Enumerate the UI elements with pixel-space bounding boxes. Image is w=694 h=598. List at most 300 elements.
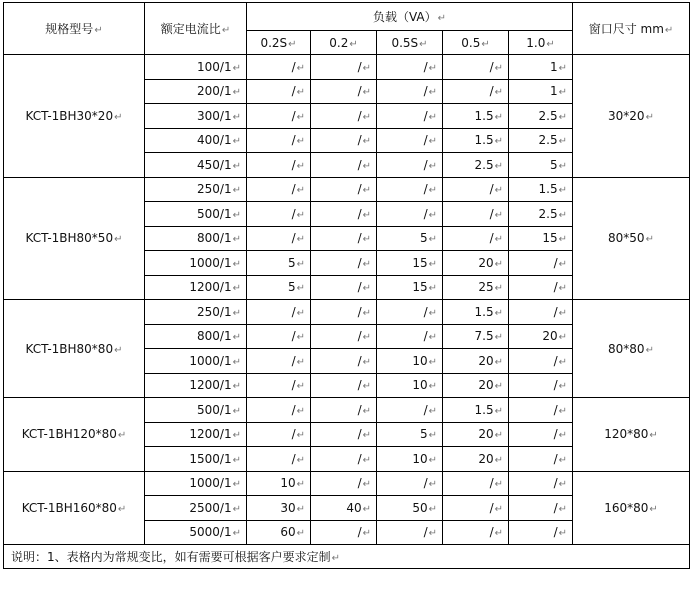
paragraph-mark-icon: ↵ [232, 87, 241, 99]
paragraph-mark-icon: ↵ [558, 62, 567, 74]
load-value-cell [443, 177, 509, 202]
load-value-cell [377, 422, 443, 447]
paragraph-mark-icon: ↵ [428, 258, 437, 270]
paragraph-mark-icon: ↵ [296, 111, 305, 123]
paragraph-mark-icon: ↵ [428, 209, 437, 221]
load-value-cell-text: 20 [542, 329, 558, 344]
header-class [377, 31, 443, 55]
load-value-cell [509, 349, 573, 374]
header-class-label: 0.5S [391, 35, 419, 50]
load-value-cell-text: / [553, 451, 558, 466]
ratio-cell-text: 800/1 [197, 329, 232, 344]
load-value-cell [311, 202, 377, 227]
paragraph-mark-icon: ↵ [649, 503, 658, 515]
ratio-cell [145, 79, 247, 104]
load-value-cell-text: 10 [412, 378, 428, 393]
paragraph-mark-icon: ↵ [232, 209, 241, 221]
paragraph-mark-icon: ↵ [428, 62, 437, 74]
load-value-cell [311, 496, 377, 521]
paragraph-mark-icon: ↵ [558, 111, 567, 123]
load-value-cell [443, 251, 509, 276]
ratio-cell-text: 1200/1 [189, 427, 232, 442]
load-value-cell-text: 10 [280, 476, 296, 491]
load-value-cell-text: / [357, 451, 362, 466]
paragraph-mark-icon: ↵ [494, 160, 503, 172]
load-value-cell-text: 7.5 [474, 329, 494, 344]
paragraph-mark-icon: ↵ [232, 234, 241, 246]
load-value-cell-text: / [357, 304, 362, 319]
paragraph-mark-icon: ↵ [558, 160, 567, 172]
paragraph-mark-icon: ↵ [296, 234, 305, 246]
paragraph-mark-icon: ↵ [232, 160, 241, 172]
load-value-cell [377, 177, 443, 202]
load-value-cell-text: / [357, 133, 362, 148]
paragraph-mark-icon: ↵ [428, 528, 437, 540]
paragraph-mark-icon: ↵ [428, 234, 437, 246]
load-value-cell-text: / [423, 157, 428, 172]
paragraph-mark-icon: ↵ [296, 430, 305, 442]
load-value-cell-text: / [357, 108, 362, 123]
load-value-cell [377, 471, 443, 496]
paragraph-mark-icon: ↵ [428, 87, 437, 99]
load-value-cell [509, 520, 573, 545]
paragraph-mark-icon: ↵ [232, 136, 241, 148]
load-value-cell-text: / [357, 476, 362, 491]
paragraph-mark-icon: ↵ [428, 381, 437, 393]
paragraph-mark-icon: ↵ [645, 234, 654, 246]
load-value-cell-text: 2.5 [538, 133, 558, 148]
paragraph-mark-icon: ↵ [494, 430, 503, 442]
load-value-cell [377, 398, 443, 423]
paragraph-mark-icon: ↵ [558, 332, 567, 344]
load-value-cell [443, 471, 509, 496]
paragraph-mark-icon: ↵ [558, 528, 567, 540]
paragraph-mark-icon: ↵ [494, 111, 503, 123]
load-value-cell [377, 447, 443, 472]
load-value-cell-text: / [291, 59, 296, 74]
ratio-cell-text: 450/1 [197, 157, 232, 172]
paragraph-mark-icon: ↵ [232, 454, 241, 466]
paragraph-mark-icon: ↵ [645, 111, 654, 123]
paragraph-mark-icon: ↵ [232, 381, 241, 393]
paragraph-mark-icon: ↵ [428, 356, 437, 368]
header-class [311, 31, 377, 55]
load-value-cell [443, 447, 509, 472]
load-value-cell [443, 373, 509, 398]
paragraph-mark-icon: ↵ [362, 454, 371, 466]
load-value-cell [509, 79, 573, 104]
load-value-cell-text: 20 [478, 378, 494, 393]
load-value-cell [311, 349, 377, 374]
paragraph-mark-icon: ↵ [296, 528, 305, 540]
load-value-cell [443, 422, 509, 447]
load-value-cell [247, 349, 311, 374]
ratio-cell-text: 300/1 [197, 108, 232, 123]
load-value-cell [311, 300, 377, 325]
header-class [509, 31, 573, 55]
paragraph-mark-icon: ↵ [232, 258, 241, 270]
load-value-cell [377, 55, 443, 80]
ratio-cell [145, 324, 247, 349]
load-value-cell [377, 104, 443, 129]
load-value-cell-text: / [291, 84, 296, 99]
ratio-cell [145, 128, 247, 153]
load-value-cell-text: / [357, 231, 362, 246]
load-value-cell-text: 1 [549, 84, 558, 99]
load-value-cell [443, 128, 509, 153]
load-value-cell [247, 226, 311, 251]
paragraph-mark-icon: ↵ [362, 160, 371, 172]
load-value-cell-text: / [291, 157, 296, 172]
paragraph-mark-icon: ↵ [296, 283, 305, 295]
load-value-cell [509, 153, 573, 178]
load-value-cell [247, 520, 311, 545]
paragraph-mark-icon: ↵ [558, 405, 567, 417]
paragraph-mark-icon: ↵ [494, 454, 503, 466]
ratio-cell [145, 104, 247, 129]
ratio-cell-text: 5000/1 [189, 525, 232, 540]
ratio-cell-text: 1000/1 [189, 353, 232, 368]
paragraph-mark-icon: ↵ [558, 185, 567, 197]
paragraph-mark-icon: ↵ [428, 430, 437, 442]
load-value-cell-text: / [291, 353, 296, 368]
paragraph-mark-icon: ↵ [494, 87, 503, 99]
load-value-cell [247, 496, 311, 521]
ratio-cell [145, 422, 247, 447]
paragraph-mark-icon: ↵ [558, 234, 567, 246]
paragraph-mark-icon: ↵ [296, 332, 305, 344]
paragraph-mark-icon: ↵ [362, 258, 371, 270]
load-value-cell-text: 15 [542, 231, 558, 246]
ratio-cell-text: 2500/1 [189, 500, 232, 515]
load-value-cell [443, 104, 509, 129]
load-value-cell [377, 373, 443, 398]
paragraph-mark-icon: ↵ [558, 283, 567, 295]
header-class-label: 0.2 [329, 35, 349, 50]
window-size-cell-text: 160*80 [604, 500, 649, 515]
paragraph-mark-icon: ↵ [494, 62, 503, 74]
load-value-cell-text: / [357, 59, 362, 74]
ratio-cell-text: 400/1 [197, 133, 232, 148]
load-value-cell [247, 373, 311, 398]
load-value-cell-text: 20 [478, 451, 494, 466]
paragraph-mark-icon: ↵ [362, 234, 371, 246]
load-value-cell-text: / [423, 525, 428, 540]
ratio-cell-text: 250/1 [197, 182, 232, 197]
paragraph-mark-icon: ↵ [296, 136, 305, 148]
load-value-cell-text: / [553, 476, 558, 491]
ratio-cell-text: 1000/1 [189, 255, 232, 270]
load-value-cell-text: / [423, 59, 428, 74]
load-value-cell-text: 15 [412, 280, 428, 295]
paragraph-mark-icon: ↵ [232, 503, 241, 515]
load-value-cell-text: / [291, 182, 296, 197]
paragraph-mark-icon: ↵ [296, 503, 305, 515]
load-value-cell [311, 398, 377, 423]
paragraph-mark-icon: ↵ [428, 479, 437, 491]
ratio-cell-text: 100/1 [197, 59, 232, 74]
load-value-cell [377, 496, 443, 521]
ratio-cell [145, 471, 247, 496]
paragraph-mark-icon: ↵ [296, 185, 305, 197]
header-class-label: 1.0 [526, 35, 546, 50]
load-value-cell-text: / [423, 304, 428, 319]
model-cell [4, 471, 145, 545]
paragraph-mark-icon: ↵ [558, 381, 567, 393]
paragraph-mark-icon: ↵ [428, 307, 437, 319]
load-value-cell-text: / [291, 451, 296, 466]
ratio-cell [145, 275, 247, 300]
load-value-cell [247, 55, 311, 80]
ratio-cell [145, 153, 247, 178]
load-value-cell [247, 422, 311, 447]
model-cell [4, 55, 145, 178]
paragraph-mark-icon: ↵ [481, 38, 490, 50]
load-value-cell [311, 471, 377, 496]
load-value-cell [247, 153, 311, 178]
ratio-cell-text: 250/1 [197, 304, 232, 319]
paragraph-mark-icon: ↵ [664, 25, 674, 36]
load-value-cell-text: / [423, 182, 428, 197]
model-cell [4, 398, 145, 472]
load-value-cell-text: 15 [412, 255, 428, 270]
load-value-cell [509, 398, 573, 423]
load-value-cell-text: / [357, 525, 362, 540]
load-value-cell-text: 1.5 [474, 304, 494, 319]
paragraph-mark-icon: ↵ [232, 356, 241, 368]
load-value-cell [247, 300, 311, 325]
load-value-cell-text: / [553, 500, 558, 515]
model-cell-text: KCT-1BH120*80 [21, 427, 117, 442]
load-value-cell-text: / [423, 476, 428, 491]
header-load [247, 3, 573, 31]
load-value-cell [247, 128, 311, 153]
load-value-cell-text: 40 [346, 500, 362, 515]
paragraph-mark-icon: ↵ [494, 332, 503, 344]
paragraph-mark-icon: ↵ [494, 307, 503, 319]
paragraph-mark-icon: ↵ [362, 209, 371, 221]
model-cell-text: KCT-1BH30*20 [25, 108, 114, 123]
paragraph-mark-icon: ↵ [419, 38, 428, 50]
paragraph-mark-icon: ↵ [362, 503, 371, 515]
paragraph-mark-icon: ↵ [494, 209, 503, 221]
header-window [573, 3, 690, 55]
load-value-cell [509, 422, 573, 447]
paragraph-mark-icon: ↵ [349, 38, 358, 50]
paragraph-mark-icon: ↵ [437, 13, 447, 24]
load-value-cell [377, 300, 443, 325]
paragraph-mark-icon: ↵ [362, 87, 371, 99]
note-cell [4, 545, 690, 569]
load-value-cell-text: 25 [478, 280, 494, 295]
load-value-cell-text: / [357, 280, 362, 295]
paragraph-mark-icon: ↵ [494, 234, 503, 246]
load-value-cell-text: 10 [412, 451, 428, 466]
model-cell [4, 300, 145, 398]
load-value-cell-text: / [291, 206, 296, 221]
load-value-cell-text: / [553, 525, 558, 540]
load-value-cell [509, 226, 573, 251]
load-value-cell-text: / [489, 476, 494, 491]
paragraph-mark-icon: ↵ [296, 454, 305, 466]
load-value-cell-text: / [423, 133, 428, 148]
load-value-cell [509, 447, 573, 472]
note-text: 说明：1、表格内为常规变比，如有需要可根据客户要求定制 [11, 550, 331, 564]
load-value-cell [509, 324, 573, 349]
paragraph-mark-icon: ↵ [558, 258, 567, 270]
load-value-cell-text: 30 [280, 500, 296, 515]
paragraph-mark-icon: ↵ [494, 405, 503, 417]
load-value-cell [247, 324, 311, 349]
window-size-cell-text: 30*20 [608, 108, 645, 123]
paragraph-mark-icon: ↵ [296, 87, 305, 99]
load-value-cell [377, 226, 443, 251]
model-cell [4, 177, 145, 300]
load-value-cell [509, 128, 573, 153]
paragraph-mark-icon: ↵ [232, 111, 241, 123]
paragraph-mark-icon: ↵ [296, 356, 305, 368]
paragraph-mark-icon: ↵ [428, 405, 437, 417]
load-value-cell-text: / [291, 427, 296, 442]
load-value-cell-text: 50 [412, 500, 428, 515]
load-value-cell [509, 300, 573, 325]
load-value-cell-text: / [553, 304, 558, 319]
paragraph-mark-icon: ↵ [428, 111, 437, 123]
paragraph-mark-icon: ↵ [232, 307, 241, 319]
load-value-cell [509, 471, 573, 496]
ratio-cell [145, 251, 247, 276]
paragraph-mark-icon: ↵ [232, 332, 241, 344]
load-value-cell [443, 226, 509, 251]
ratio-cell-text: 1200/1 [189, 378, 232, 393]
load-value-cell-text: / [291, 108, 296, 123]
load-value-cell [377, 324, 443, 349]
paragraph-mark-icon: ↵ [558, 307, 567, 319]
load-value-cell [311, 251, 377, 276]
load-value-cell-text: 2.5 [538, 108, 558, 123]
load-value-cell-text: / [489, 231, 494, 246]
load-value-cell-text: / [423, 329, 428, 344]
load-value-cell [377, 251, 443, 276]
load-value-cell-text: / [357, 329, 362, 344]
header-class [443, 31, 509, 55]
paragraph-mark-icon: ↵ [558, 454, 567, 466]
header-window-label: 窗口尺寸 mm [588, 22, 664, 36]
paragraph-mark-icon: ↵ [494, 283, 503, 295]
model-cell-text: KCT-1BH80*50 [25, 231, 114, 246]
ratio-cell [145, 226, 247, 251]
load-value-cell-text: 1.5 [474, 133, 494, 148]
load-value-cell-text: 20 [478, 427, 494, 442]
load-value-cell-text: / [291, 304, 296, 319]
load-value-cell-text: / [489, 59, 494, 74]
paragraph-mark-icon: ↵ [296, 405, 305, 417]
ratio-cell [145, 398, 247, 423]
paragraph-mark-icon: ↵ [494, 356, 503, 368]
table-row [4, 300, 690, 325]
load-value-cell-text: / [489, 84, 494, 99]
paragraph-mark-icon: ↵ [362, 356, 371, 368]
load-value-cell [509, 202, 573, 227]
load-value-cell-text: / [553, 280, 558, 295]
window-size-cell-text: 80*80 [608, 341, 645, 356]
load-value-cell [443, 153, 509, 178]
paragraph-mark-icon: ↵ [362, 62, 371, 74]
load-value-cell [509, 177, 573, 202]
load-value-cell [247, 251, 311, 276]
load-value-cell [311, 275, 377, 300]
load-value-cell-text: 1 [549, 59, 558, 74]
paragraph-mark-icon: ↵ [649, 430, 658, 442]
ratio-cell-text: 500/1 [197, 402, 232, 417]
load-value-cell-text: / [357, 255, 362, 270]
load-value-cell [311, 104, 377, 129]
header-ratio-label: 额定电流比 [160, 22, 221, 36]
load-value-cell-text: / [357, 182, 362, 197]
window-size-cell [573, 300, 690, 398]
load-value-cell [377, 79, 443, 104]
paragraph-mark-icon: ↵ [288, 38, 297, 50]
paragraph-mark-icon: ↵ [362, 111, 371, 123]
paragraph-mark-icon: ↵ [362, 430, 371, 442]
load-value-cell-text: 1.5 [474, 108, 494, 123]
load-value-cell-text: / [423, 108, 428, 123]
load-value-cell-text: 5 [549, 157, 558, 172]
paragraph-mark-icon: ↵ [331, 553, 341, 564]
paragraph-mark-icon: ↵ [362, 185, 371, 197]
paragraph-mark-icon: ↵ [232, 62, 241, 74]
load-value-cell [311, 226, 377, 251]
load-value-cell [509, 251, 573, 276]
header-load-label: 负载（VA） [372, 10, 437, 24]
window-size-cell [573, 398, 690, 472]
ratio-cell [145, 373, 247, 398]
ratio-cell [145, 202, 247, 227]
paragraph-mark-icon: ↵ [645, 344, 654, 356]
header-class-label: 0.5 [461, 35, 481, 50]
paragraph-mark-icon: ↵ [296, 160, 305, 172]
load-value-cell [377, 349, 443, 374]
load-value-cell-text: / [489, 182, 494, 197]
load-value-cell [443, 300, 509, 325]
paragraph-mark-icon: ↵ [494, 258, 503, 270]
header-model-label: 规格型号 [45, 22, 94, 36]
paragraph-mark-icon: ↵ [114, 234, 123, 246]
load-value-cell-text: 60 [280, 525, 296, 540]
load-value-cell [311, 422, 377, 447]
load-value-cell-text: / [489, 500, 494, 515]
paragraph-mark-icon: ↵ [117, 503, 127, 515]
load-value-cell [443, 202, 509, 227]
paragraph-mark-icon: ↵ [362, 381, 371, 393]
model-cell-text: KCT-1BH80*80 [25, 341, 114, 356]
window-size-cell [573, 177, 690, 300]
ratio-cell-text: 1500/1 [189, 451, 232, 466]
load-value-cell [443, 398, 509, 423]
load-value-cell-text: / [357, 206, 362, 221]
paragraph-mark-icon: ↵ [558, 87, 567, 99]
load-value-cell [509, 275, 573, 300]
load-value-cell-text: / [423, 84, 428, 99]
load-value-cell [443, 79, 509, 104]
load-value-cell-text: / [553, 378, 558, 393]
load-value-cell-text: / [553, 427, 558, 442]
ratio-cell [145, 349, 247, 374]
paragraph-mark-icon: ↵ [428, 136, 437, 148]
paragraph-mark-icon: ↵ [362, 283, 371, 295]
load-value-cell-text: / [291, 231, 296, 246]
load-value-cell-text: / [357, 378, 362, 393]
